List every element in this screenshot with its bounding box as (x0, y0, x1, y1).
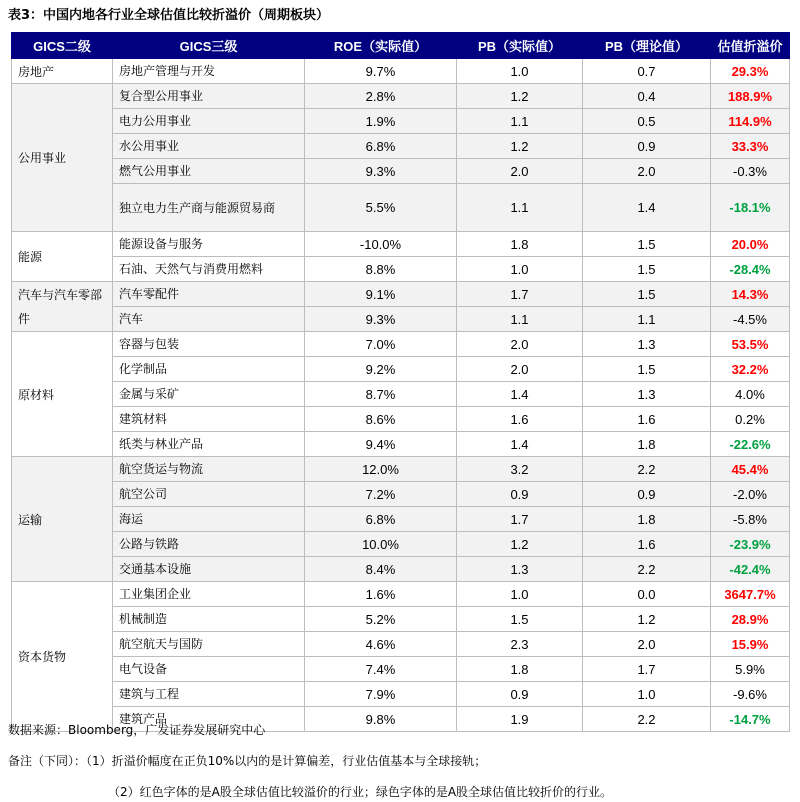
premium-cell: -28.4% (711, 257, 790, 282)
gics3-cell: 汽车 (113, 307, 305, 332)
pb-theory-cell: 1.6 (583, 532, 711, 557)
roe-cell: 9.3% (305, 307, 457, 332)
premium-cell: 53.5% (711, 332, 790, 357)
roe-cell: 9.1% (305, 282, 457, 307)
gics3-cell: 化学制品 (113, 357, 305, 382)
gics3-cell: 独立电力生产商与能源贸易商 (113, 184, 305, 232)
gics3-cell: 房地产管理与开发 (113, 59, 305, 84)
gics2-cell: 汽车与汽车零部件 (12, 282, 113, 332)
premium-cell: -23.9% (711, 532, 790, 557)
premium-cell: -5.8% (711, 507, 790, 532)
pb-theory-cell: 1.3 (583, 382, 711, 407)
roe-cell: 8.4% (305, 557, 457, 582)
roe-cell: 4.6% (305, 632, 457, 657)
gics2-cell: 原材料 (12, 332, 113, 457)
table-row (12, 257, 790, 282)
premium-cell: -2.0% (711, 482, 790, 507)
table-row (12, 682, 790, 707)
premium-cell: 188.9% (711, 84, 790, 109)
pb-theory-cell: 1.5 (583, 257, 711, 282)
table-row (12, 332, 790, 357)
pb-actual-cell: 1.8 (457, 657, 583, 682)
gics3-cell: 电力公用事业 (113, 109, 305, 134)
table-row (12, 307, 790, 332)
roe-cell: 1.6% (305, 582, 457, 607)
gics3-cell: 能源设备与服务 (113, 232, 305, 257)
header-gics2: GICS二级 (12, 33, 113, 59)
table-row (12, 507, 790, 532)
pb-theory-cell: 0.0 (583, 582, 711, 607)
roe-cell: 2.8% (305, 84, 457, 109)
table-row (12, 84, 790, 109)
gics3-cell: 航空航天与国防 (113, 632, 305, 657)
pb-actual-cell: 1.4 (457, 382, 583, 407)
table-row (12, 457, 790, 482)
pb-theory-cell: 2.2 (583, 707, 711, 732)
pb-actual-cell: 2.0 (457, 357, 583, 382)
pb-theory-cell: 0.7 (583, 59, 711, 84)
pb-theory-cell: 1.0 (583, 682, 711, 707)
roe-cell: 5.5% (305, 184, 457, 232)
pb-actual-cell: 1.9 (457, 707, 583, 732)
table-row (12, 407, 790, 432)
remark-note-1: 备注（下同）：（1）折溢价幅度在正负10%以内的是计算偏差，行业估值基本与全球接轨； (8, 754, 487, 768)
premium-cell: 32.2% (711, 357, 790, 382)
gics2-cell: 资本货物 (12, 582, 113, 732)
header-gics3: GICS三级 (113, 33, 305, 59)
source-note: 数据来源：Bloomberg，广发证券发展研究中心 (8, 723, 266, 737)
table-row (12, 582, 790, 607)
pb-actual-cell: 2.3 (457, 632, 583, 657)
gics3-cell: 建筑材料 (113, 407, 305, 432)
table-row (12, 632, 790, 657)
premium-cell: 14.3% (711, 282, 790, 307)
table-row (12, 557, 790, 582)
premium-cell: -14.7% (711, 707, 790, 732)
pb-actual-cell: 1.4 (457, 432, 583, 457)
gics3-cell: 公路与铁路 (113, 532, 305, 557)
roe-cell: 7.2% (305, 482, 457, 507)
premium-cell: 28.9% (711, 607, 790, 632)
roe-cell: 8.7% (305, 382, 457, 407)
premium-cell: 0.2% (711, 407, 790, 432)
table-row (12, 657, 790, 682)
pb-theory-cell: 1.3 (583, 332, 711, 357)
roe-cell: 10.0% (305, 532, 457, 557)
table-row (12, 432, 790, 457)
pb-actual-cell: 1.7 (457, 282, 583, 307)
gics2-cell: 运输 (12, 457, 113, 582)
pb-theory-cell: 0.4 (583, 84, 711, 109)
premium-cell: -42.4% (711, 557, 790, 582)
pb-theory-cell: 0.5 (583, 109, 711, 134)
gics3-cell: 航空公司 (113, 482, 305, 507)
pb-theory-cell: 0.9 (583, 134, 711, 159)
gics2-cell: 房地产 (12, 59, 113, 84)
roe-cell: 8.8% (305, 257, 457, 282)
pb-actual-cell: 2.0 (457, 159, 583, 184)
premium-cell: -0.3% (711, 159, 790, 184)
pb-theory-cell: 1.2 (583, 607, 711, 632)
header-pb-actual: PB（实际值） (457, 33, 583, 59)
gics3-cell: 机械制造 (113, 607, 305, 632)
pb-actual-cell: 3.2 (457, 457, 583, 482)
pb-actual-cell: 1.8 (457, 232, 583, 257)
gics2-cell: 公用事业 (12, 84, 113, 232)
pb-actual-cell: 0.9 (457, 482, 583, 507)
pb-actual-cell: 1.5 (457, 607, 583, 632)
header-premium: 估值折溢价 (711, 33, 790, 59)
pb-theory-cell: 2.0 (583, 632, 711, 657)
roe-cell: -10.0% (305, 232, 457, 257)
pb-actual-cell: 1.3 (457, 557, 583, 582)
gics3-cell: 海运 (113, 507, 305, 532)
premium-cell: 15.9% (711, 632, 790, 657)
pb-theory-cell: 1.8 (583, 432, 711, 457)
header-row (12, 33, 790, 59)
premium-cell: 5.9% (711, 657, 790, 682)
roe-cell: 9.3% (305, 159, 457, 184)
table-title: 表3：中国内地各行业全球估值比较折溢价（周期板块） (8, 8, 330, 23)
premium-cell: 20.0% (711, 232, 790, 257)
table-row (12, 59, 790, 84)
gics3-cell: 水公用事业 (113, 134, 305, 159)
pb-actual-cell: 1.2 (457, 84, 583, 109)
table-row (12, 232, 790, 257)
gics3-cell: 汽车零配件 (113, 282, 305, 307)
table-row (12, 159, 790, 184)
pb-actual-cell: 1.1 (457, 109, 583, 134)
pb-theory-cell: 0.9 (583, 482, 711, 507)
table-row (12, 357, 790, 382)
table-row (12, 607, 790, 632)
pb-actual-cell: 1.6 (457, 407, 583, 432)
premium-cell: 29.3% (711, 59, 790, 84)
gics2-cell: 能源 (12, 232, 113, 282)
table-row (12, 109, 790, 134)
table-row (12, 282, 790, 307)
pb-actual-cell: 1.0 (457, 582, 583, 607)
header-roe: ROE（实际值） (305, 33, 457, 59)
gics3-cell: 建筑与工程 (113, 682, 305, 707)
gics3-cell: 工业集团企业 (113, 582, 305, 607)
pb-theory-cell: 1.5 (583, 357, 711, 382)
roe-cell: 9.7% (305, 59, 457, 84)
table-row (12, 184, 790, 232)
roe-cell: 9.8% (305, 707, 457, 732)
premium-cell: 33.3% (711, 134, 790, 159)
table-row (12, 382, 790, 407)
gics3-cell: 建筑产品 (113, 707, 305, 732)
roe-cell: 9.4% (305, 432, 457, 457)
pb-actual-cell: 1.2 (457, 532, 583, 557)
pb-theory-cell: 2.2 (583, 557, 711, 582)
gics3-cell: 交通基本设施 (113, 557, 305, 582)
pb-actual-cell: 1.1 (457, 184, 583, 232)
pb-theory-cell: 2.2 (583, 457, 711, 482)
pb-actual-cell: 1.1 (457, 307, 583, 332)
premium-cell: -4.5% (711, 307, 790, 332)
roe-cell: 7.0% (305, 332, 457, 357)
table-row (12, 482, 790, 507)
gics3-cell: 航空货运与物流 (113, 457, 305, 482)
pb-actual-cell: 0.9 (457, 682, 583, 707)
table-body (12, 59, 790, 732)
pb-theory-cell: 1.4 (583, 184, 711, 232)
gics3-cell: 复合型公用事业 (113, 84, 305, 109)
roe-cell: 6.8% (305, 507, 457, 532)
pb-actual-cell: 1.2 (457, 134, 583, 159)
roe-cell: 7.4% (305, 657, 457, 682)
pb-theory-cell: 1.5 (583, 282, 711, 307)
gics3-cell: 容器与包装 (113, 332, 305, 357)
pb-theory-cell: 1.8 (583, 507, 711, 532)
pb-theory-cell: 1.5 (583, 232, 711, 257)
premium-cell: 114.9% (711, 109, 790, 134)
pb-actual-cell: 1.7 (457, 507, 583, 532)
premium-cell: 3647.7% (711, 582, 790, 607)
premium-cell: -22.6% (711, 432, 790, 457)
roe-cell: 1.9% (305, 109, 457, 134)
pb-actual-cell: 1.0 (457, 59, 583, 84)
gics3-cell: 金属与采矿 (113, 382, 305, 407)
pb-actual-cell: 2.0 (457, 332, 583, 357)
table-row (12, 134, 790, 159)
premium-cell: -18.1% (711, 184, 790, 232)
roe-cell: 7.9% (305, 682, 457, 707)
roe-cell: 5.2% (305, 607, 457, 632)
pb-theory-cell: 1.1 (583, 307, 711, 332)
pb-theory-cell: 2.0 (583, 159, 711, 184)
header-pb-theory: PB（理论值） (583, 33, 711, 59)
table-row (12, 532, 790, 557)
premium-cell: -9.6% (711, 682, 790, 707)
roe-cell: 12.0% (305, 457, 457, 482)
premium-cell: 4.0% (711, 382, 790, 407)
gics3-cell: 石油、天然气与消费用燃料 (113, 257, 305, 282)
pb-theory-cell: 1.7 (583, 657, 711, 682)
roe-cell: 8.6% (305, 407, 457, 432)
pb-theory-cell: 1.6 (583, 407, 711, 432)
premium-cell: 45.4% (711, 457, 790, 482)
gics3-cell: 燃气公用事业 (113, 159, 305, 184)
valuation-table (11, 32, 790, 732)
roe-cell: 9.2% (305, 357, 457, 382)
gics3-cell: 纸类与林业产品 (113, 432, 305, 457)
pb-actual-cell: 1.0 (457, 257, 583, 282)
remark-note-2: （2）红色字体的是A股全球估值比较溢价的行业；绿色字体的是A股全球估值比较折价的行业。 (108, 785, 613, 799)
gics3-cell: 电气设备 (113, 657, 305, 682)
roe-cell: 6.8% (305, 134, 457, 159)
